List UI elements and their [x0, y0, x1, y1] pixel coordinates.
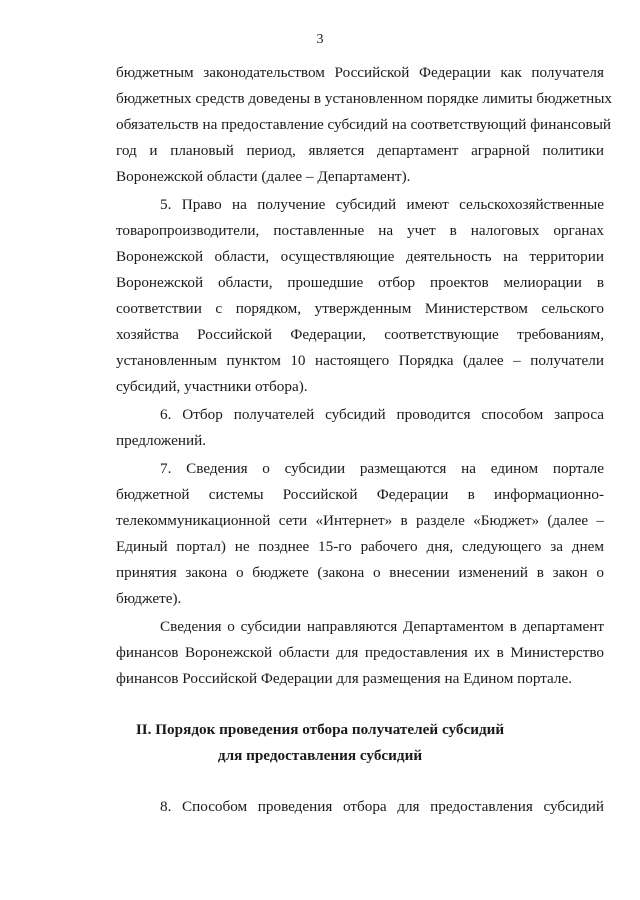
text-line: субсидий, участники отбора). [116, 378, 308, 395]
text-line: Воронежской области, прошедшие отбор проектов мелиорации в [116, 274, 604, 291]
text-line: Единый портал) не позднее 15-го рабочего дня, следующего за днем [116, 538, 604, 555]
text-line: обязательств на предоставление субсидий на соответствующий финансовый [116, 116, 612, 133]
section-heading-line-1: II. Порядок проведения отбора получателей субсидий [135, 721, 505, 738]
text-line: финансов Российской Федерации для размещения на Едином портале. [116, 670, 573, 687]
text-line: Сведения о субсидии направляются Департаментом в департамент [160, 618, 604, 635]
text-line: установленным пунктом 10 настоящего Порядка (далее – получатели [116, 352, 604, 369]
text-line: 8. Способом проведения отбора для предоставления субсидий [160, 798, 604, 815]
text-line: финансов Воронежской области для предоставления их в Министерство [116, 644, 604, 661]
text-line: соответствии с порядком, утвержденным Министерством сельского [116, 300, 604, 317]
section-heading-line-2: для предоставления субсидий [217, 747, 423, 764]
text-line: бюджете). [116, 590, 182, 607]
text-line: принятия закона о бюджете (закона о внесении изменений в закон о [116, 564, 604, 581]
text-line: 5. Право на получение субсидий имеют сельскохозяйственные [160, 196, 604, 213]
text-line: хозяйства Российской Федерации, соответствующие требованиям, [116, 326, 604, 343]
text-line: предложений. [116, 432, 206, 449]
text-line: телекоммуникационной сети «Интернет» в разделе «Бюджет» (далее – [116, 512, 604, 529]
text-line: бюджетным законодательством Российской Федерации как получателя [116, 64, 604, 81]
text-line: Воронежской области (далее – Департамент). [116, 168, 411, 185]
page-number: 3 [316, 32, 324, 47]
text-line: год и плановый период, является департамент аграрной политики [116, 142, 604, 159]
text-line: бюджетной системы Российской Федерации в информационно- [116, 486, 604, 503]
text-line: 6. Отбор получателей субсидий проводится способом запроса [160, 406, 604, 423]
text-line: 7. Сведения о субсидии размещаются на едином портале [160, 460, 604, 477]
text-line: товаропроизводители, поставленные на учет в налоговых органах [116, 222, 604, 239]
text-line: Воронежской области, осуществляющие деятельность на территории [116, 248, 604, 265]
text-line: бюджетных средств доведены в установленном порядке лимиты бюджетных [116, 90, 613, 107]
